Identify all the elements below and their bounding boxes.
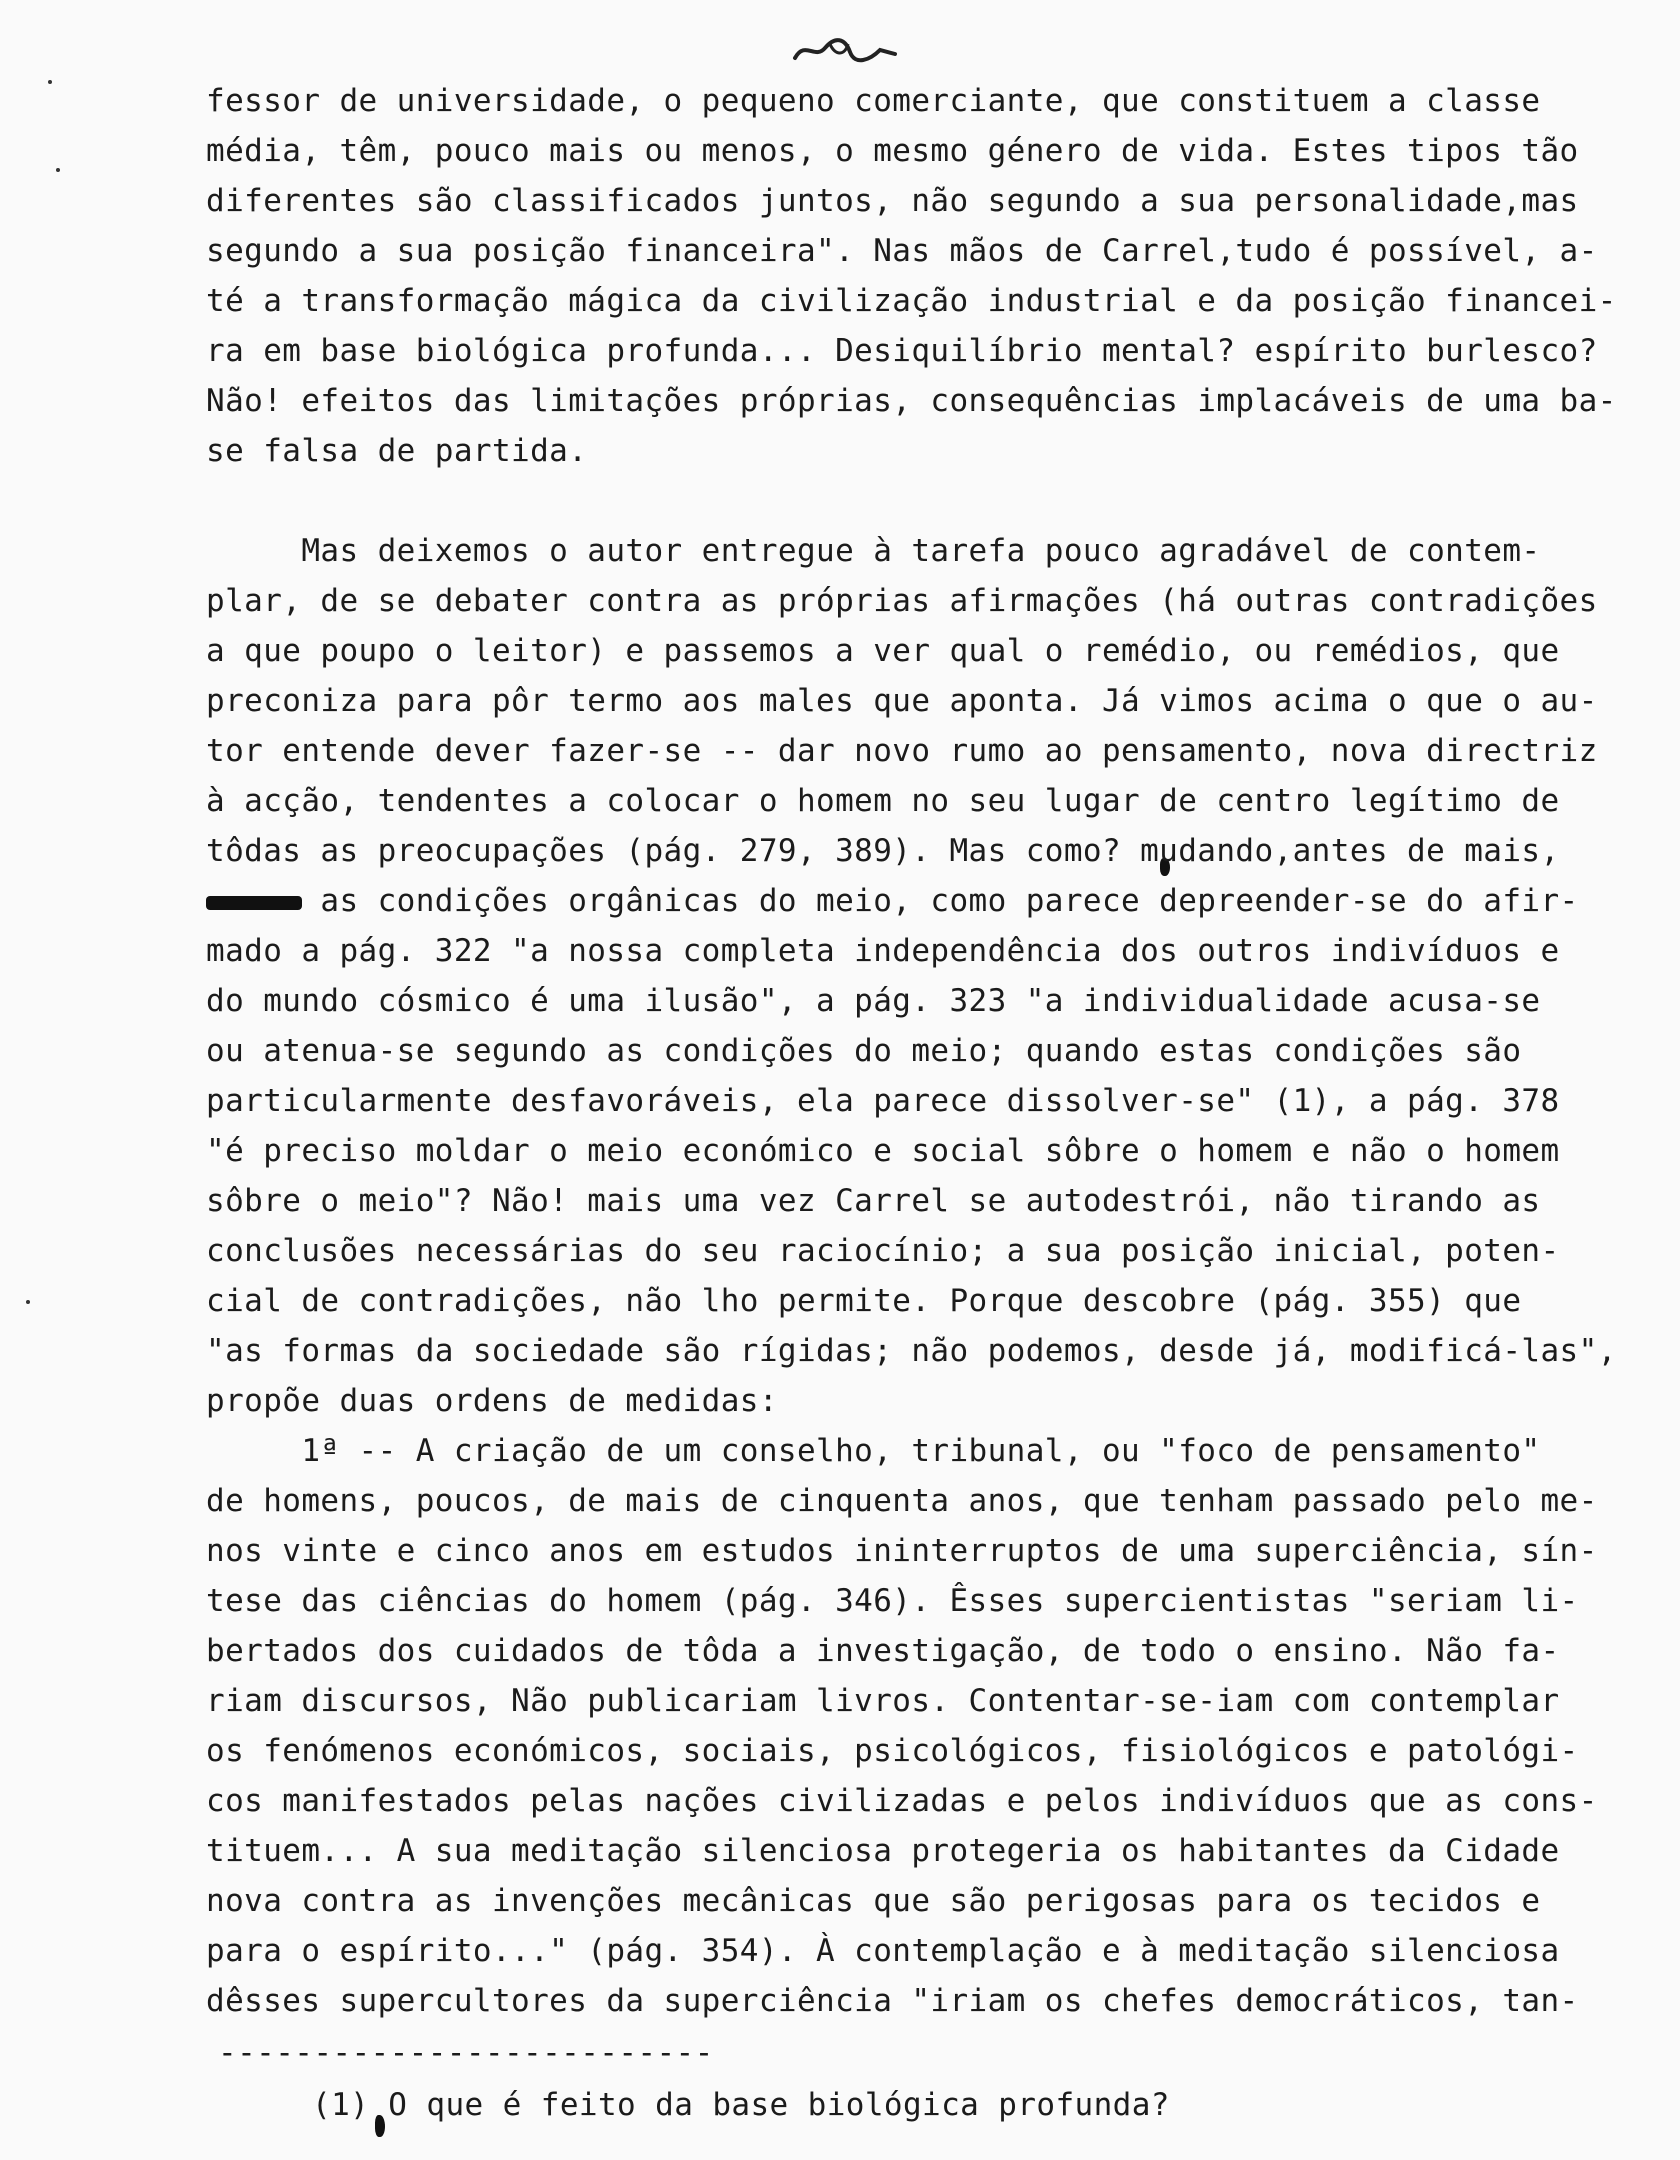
handwritten-page-mark	[790, 30, 900, 70]
paragraph-1	[206, 76, 1666, 476]
text-line: plar, de se debater contra as próprias afirmações (há outras contradições	[206, 583, 1598, 619]
text-line: os fenómenos económicos, sociais, psicológicos, fisiológicos e patológi-	[206, 1733, 1579, 1769]
text-line: Não! efeitos das limitações próprias, consequências implacáveis de uma ba-	[206, 383, 1617, 419]
text-line: "é preciso moldar o meio económico e social sôbre o homem e não o homem	[206, 1133, 1560, 1169]
text-line: tôdas as preocupações (pág. 279, 389). Mas como? mudando,antes de mais,	[206, 833, 1560, 869]
text-line: média, têm, pouco mais ou menos, o mesmo género de vida. Estes tipos tão	[206, 133, 1579, 169]
text-line: ou atenua-se segundo as condições do meio; quando estas condições são	[206, 1033, 1522, 1069]
margin-dot	[56, 168, 60, 172]
text-line: Mas deixemos o autor entregue à tarefa pouco agradável de contem-	[206, 533, 1541, 569]
text-line: de homens, poucos, de mais de cinquenta anos, que tenham passado pelo me-	[206, 1483, 1598, 1519]
text-line: bertados dos cuidados de tôda a investigação, de todo o ensino. Não fa-	[206, 1633, 1560, 1669]
text-line: propõe duas ordens de medidas:	[206, 1383, 778, 1419]
text-line: nos vinte e cinco anos em estudos ininterruptos de uma superciência, sín-	[206, 1533, 1598, 1569]
margin-dot	[26, 1300, 30, 1304]
text-line: particularmente desfavoráveis, ela parece dissolver-se" (1), a pág. 378	[206, 1083, 1560, 1119]
text-line: segundo a sua posição financeira". Nas mãos de Carrel,tudo é possível, a-	[206, 233, 1598, 269]
text-line: tituem... A sua meditação silenciosa protegeria os habitantes da Cidade	[206, 1833, 1560, 1869]
text-line: as condições orgânicas do meio, como parece depreender-se do afir-	[206, 883, 1579, 919]
text-line: para o espírito..." (pág. 354). À contemplação e à meditação silenciosa	[206, 1933, 1560, 1969]
text-line: à acção, tendentes a colocar o homem no seu lugar de centro legítimo de	[206, 783, 1560, 819]
text-line: "as formas da sociedade são rígidas; não podemos, desde já, modificá-las",	[206, 1333, 1617, 1369]
paragraph-2	[206, 526, 1666, 2026]
text-line: ra em base biológica profunda... Desiquilíbrio mental? espírito burlesco?	[206, 333, 1598, 369]
text-line: conclusões necessárias do seu raciocínio; a sua posição inicial, poten-	[206, 1233, 1560, 1269]
text-line: dêsses supercultores da superciência "iriam os chefes democráticos, tan-	[206, 1983, 1579, 2019]
text-line: nova contra as invenções mecânicas que são perigosas para os tecidos e	[206, 1883, 1541, 1919]
text-line: se falsa de partida.	[206, 433, 588, 469]
text-line: riam discursos, Não publicariam livros. Contentar-se-iam com contemplar	[206, 1683, 1560, 1719]
text-line: mado a pág. 322 "a nossa completa independência dos outros indivíduos e	[206, 933, 1560, 969]
text-line: té a transformação mágica da civilização industrial e da posição financei-	[206, 283, 1617, 319]
text-line: preconiza para pôr termo aos males que aponta. Já vimos acima o que o au-	[206, 683, 1598, 719]
text-line: cos manifestados pelas nações civilizadas e pelos indivíduos que as cons-	[206, 1783, 1598, 1819]
text-line: 1ª -- A criação de um conselho, tribunal, ou "foco de pensamento"	[206, 1433, 1541, 1469]
text-line: cial de contradições, não lho permite. Porque descobre (pág. 355) que	[206, 1283, 1522, 1319]
margin-dot	[48, 80, 52, 84]
text-line: a que poupo o leitor) e passemos a ver qual o remédio, ou remédios, que	[206, 633, 1560, 669]
footnote: (1) O que é feito da base biológica profunda?	[312, 2087, 1170, 2123]
footnote-separator: --------------------------	[218, 2035, 714, 2071]
text-line: tor entende dever fazer-se -- dar novo rumo ao pensamento, nova directriz	[206, 733, 1598, 769]
text-line: tese das ciências do homem (pág. 346). Êsses supercientistas "seriam li-	[206, 1583, 1579, 1619]
text-line: sôbre o meio"? Não! mais uma vez Carrel se autodestrói, não tirando as	[206, 1183, 1541, 1219]
text-line: diferentes são classificados juntos, não segundo a sua personalidade,mas	[206, 183, 1579, 219]
text-line: fessor de universidade, o pequeno comerciante, que constituem a classe	[206, 83, 1541, 119]
text-line: do mundo cósmico é uma ilusão", a pág. 323 "a individualidade acusa-se	[206, 983, 1541, 1019]
